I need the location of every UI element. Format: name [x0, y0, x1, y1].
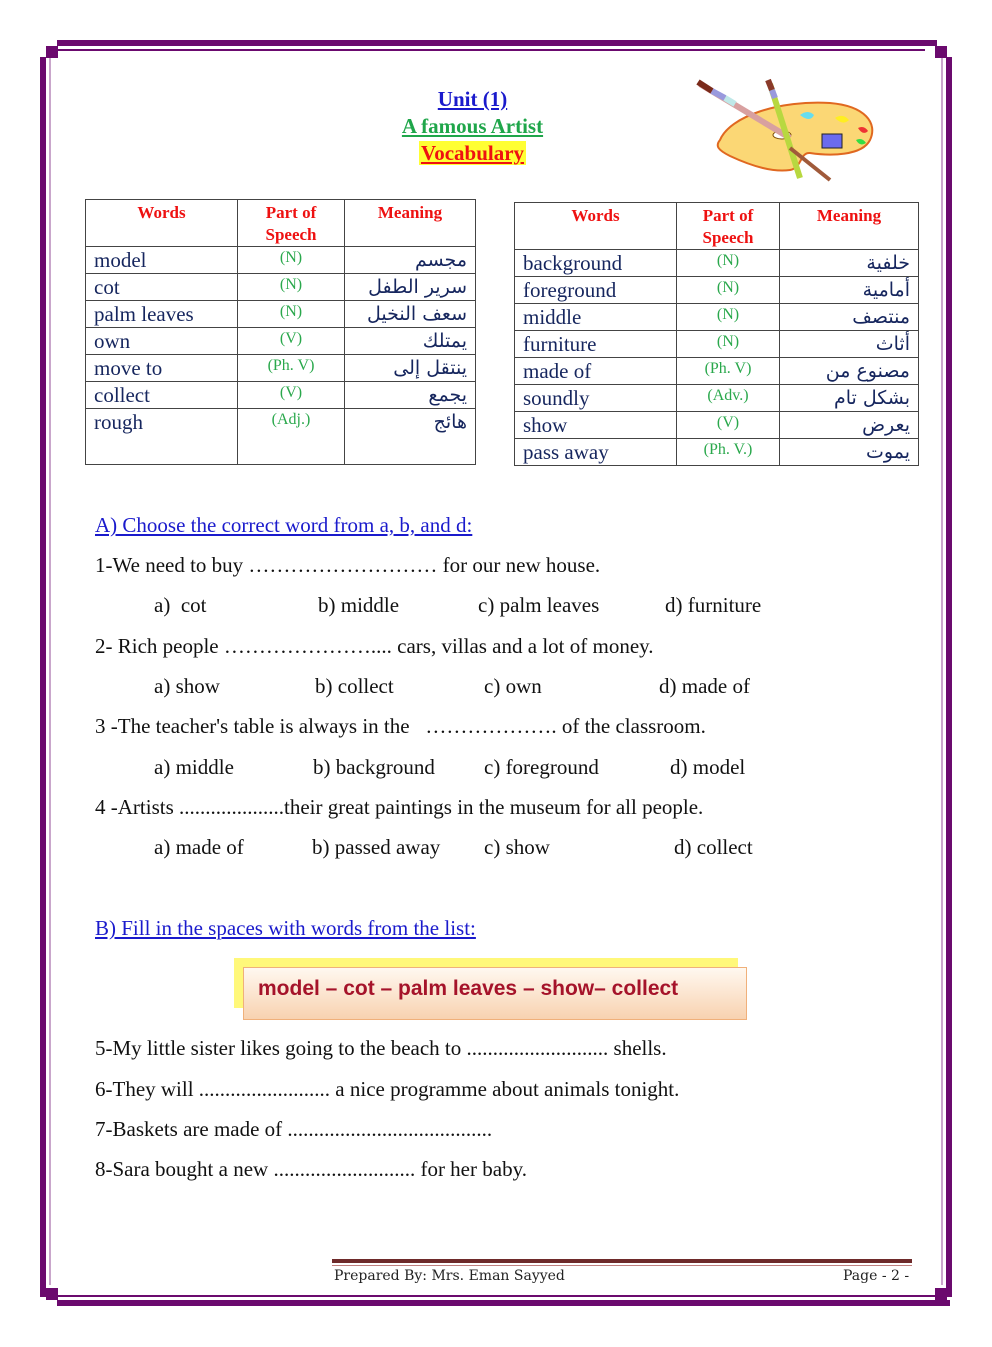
meaning-cell: يجمع — [345, 382, 476, 409]
meaning-cell: ينتقل إلى — [345, 355, 476, 382]
table-row — [515, 358, 919, 385]
border-bottom — [57, 1300, 950, 1306]
meaning-cell: مصنوع من — [780, 358, 919, 385]
word-cell: background — [515, 250, 677, 277]
word-cell: show — [515, 412, 677, 439]
meaning-cell: هائج — [345, 409, 476, 465]
border-bottom-inner — [57, 1295, 937, 1297]
footer-divider-thin — [332, 1265, 912, 1266]
question-1-option-b: b) middle — [318, 593, 400, 617]
table-row — [86, 274, 476, 301]
border-corner-tl — [46, 46, 58, 58]
question-4-option-c: c) show — [484, 835, 550, 859]
word-cell: middle — [515, 304, 677, 331]
question-4-option-a: a) made of — [154, 835, 244, 859]
meaning-cell: أمامية — [780, 277, 919, 304]
pos-cell: (Adv.) — [677, 385, 780, 412]
question-7: 7-Baskets are made of ....................................... — [95, 1117, 493, 1141]
word-cell: made of — [515, 358, 677, 385]
table-row — [515, 277, 919, 304]
word-cell: rough — [86, 409, 238, 465]
question-3-option-b: b) background — [313, 755, 435, 779]
meaning-cell: بشكل تام — [780, 385, 919, 412]
word-cell: palm leaves — [86, 301, 238, 328]
question-3-option-a: a) middle — [154, 755, 234, 779]
word-list-box — [243, 967, 747, 1020]
header-part-of-speech: Part of Speech — [238, 200, 345, 247]
vocabulary-table-left — [85, 199, 476, 465]
table-row — [515, 250, 919, 277]
word-cell: model — [86, 247, 238, 274]
meaning-cell: يعرض — [780, 412, 919, 439]
border-top-inner — [57, 49, 925, 51]
border-left — [40, 57, 46, 1297]
table-row — [86, 301, 476, 328]
table-row — [86, 409, 476, 465]
meaning-cell: مجسم — [345, 247, 476, 274]
footer-divider — [332, 1259, 912, 1263]
meaning-cell: يموت — [780, 439, 919, 466]
border-corner-tr — [935, 46, 947, 58]
question-8: 8-Sara bought a new ........................... for her baby. — [95, 1157, 527, 1181]
footer-page-number: Page - 2 - — [843, 1268, 910, 1284]
question-2-option-c: c) own — [484, 674, 542, 698]
meaning-cell: منتصف — [780, 304, 919, 331]
word-list-text: model – cot – palm leaves – show– collect — [258, 977, 679, 1000]
question-3-option-d: d) model — [670, 755, 746, 779]
meaning-cell: يمتلك — [345, 328, 476, 355]
border-top — [57, 40, 937, 46]
lesson-title: A famous Artist — [401, 114, 544, 138]
header-part-of-speech: Part of Speech — [677, 203, 780, 250]
word-cell: soundly — [515, 385, 677, 412]
table-row — [515, 331, 919, 358]
question-1-option-c: c) palm leaves — [478, 593, 600, 617]
pos-cell: (N) — [677, 250, 780, 277]
border-corner-bl — [46, 1288, 58, 1300]
question-3-option-c: c) foreground — [484, 755, 599, 779]
footer-author: Prepared By: Mrs. Eman Sayyed — [334, 1268, 565, 1284]
header-words: Words — [86, 200, 238, 247]
pos-cell: (V) — [238, 382, 345, 409]
pos-cell: (V) — [238, 328, 345, 355]
question-2-option-d: d) made of — [659, 674, 750, 698]
question-5: 5-My little sister likes going to the beach to ........................... shells. — [95, 1036, 667, 1060]
word-cell: furniture — [515, 331, 677, 358]
vocabulary-title: Vocabulary — [420, 141, 525, 165]
pos-cell: (N) — [677, 304, 780, 331]
table-row — [86, 328, 476, 355]
header-words: Words — [515, 203, 677, 250]
section-b-heading: B) Fill in the spaces with words from the list: — [95, 916, 476, 940]
word-cell: move to — [86, 355, 238, 382]
word-cell: collect — [86, 382, 238, 409]
word-cell: cot — [86, 274, 238, 301]
pos-cell: (N) — [238, 301, 345, 328]
table-row — [86, 355, 476, 382]
table-row — [515, 439, 919, 466]
table-row — [515, 304, 919, 331]
meaning-cell: خلفية — [780, 250, 919, 277]
question-4: 4 -Artists ....................their great paintings in the museum for all people. — [95, 795, 704, 819]
title-block — [330, 86, 615, 167]
question-1-option-a: a) cot — [154, 593, 207, 617]
section-a-heading: A) Choose the correct word from a, b, and d: — [95, 513, 473, 537]
pos-cell: (V) — [677, 412, 780, 439]
pos-cell: (N) — [677, 331, 780, 358]
question-4-option-d: d) collect — [674, 835, 753, 859]
pos-cell: (N) — [677, 277, 780, 304]
word-cell: pass away — [515, 439, 677, 466]
vocabulary-table-right — [514, 202, 919, 466]
table-row — [86, 382, 476, 409]
header-meaning: Meaning — [345, 200, 476, 247]
meaning-cell: أثاث — [780, 331, 919, 358]
question-3: 3 -The teacher's table is always in the ………………. of the classroom. — [95, 714, 706, 738]
border-left-inner — [49, 57, 51, 1285]
question-1-option-d: d) furniture — [665, 593, 762, 617]
pos-cell: (Ph. V.) — [677, 439, 780, 466]
pos-cell: (Ph. V) — [238, 355, 345, 382]
meaning-cell: سعف النخيل — [345, 301, 476, 328]
word-cell: own — [86, 328, 238, 355]
question-6: 6-They will ......................... a nice programme about animals tonight. — [95, 1077, 680, 1101]
border-right — [946, 57, 952, 1297]
border-right-inner — [941, 57, 943, 1285]
question-4-option-b: b) passed away — [312, 835, 441, 859]
table-row — [86, 247, 476, 274]
question-1: 1-We need to buy ……………………… for our new house. — [95, 553, 601, 577]
pos-cell: (Ph. V) — [677, 358, 780, 385]
paint-palette-icon — [690, 78, 880, 188]
meaning-cell: سرير الطفل — [345, 274, 476, 301]
table-row — [515, 385, 919, 412]
table-header-row — [515, 203, 919, 250]
unit-title: Unit (1) — [437, 87, 508, 111]
question-2-option-a: a) show — [154, 674, 220, 698]
word-cell: foreground — [515, 277, 677, 304]
pos-cell: (N) — [238, 274, 345, 301]
question-2: 2- Rich people ………………….... cars, villas and a lot of money. — [95, 634, 654, 658]
border-corner-br — [935, 1288, 947, 1300]
table-row — [515, 412, 919, 439]
pos-cell: (Adj.) — [238, 409, 345, 465]
table-header-row — [86, 200, 476, 247]
pos-cell: (N) — [238, 247, 345, 274]
question-2-option-b: b) collect — [315, 674, 394, 698]
header-meaning: Meaning — [780, 203, 919, 250]
